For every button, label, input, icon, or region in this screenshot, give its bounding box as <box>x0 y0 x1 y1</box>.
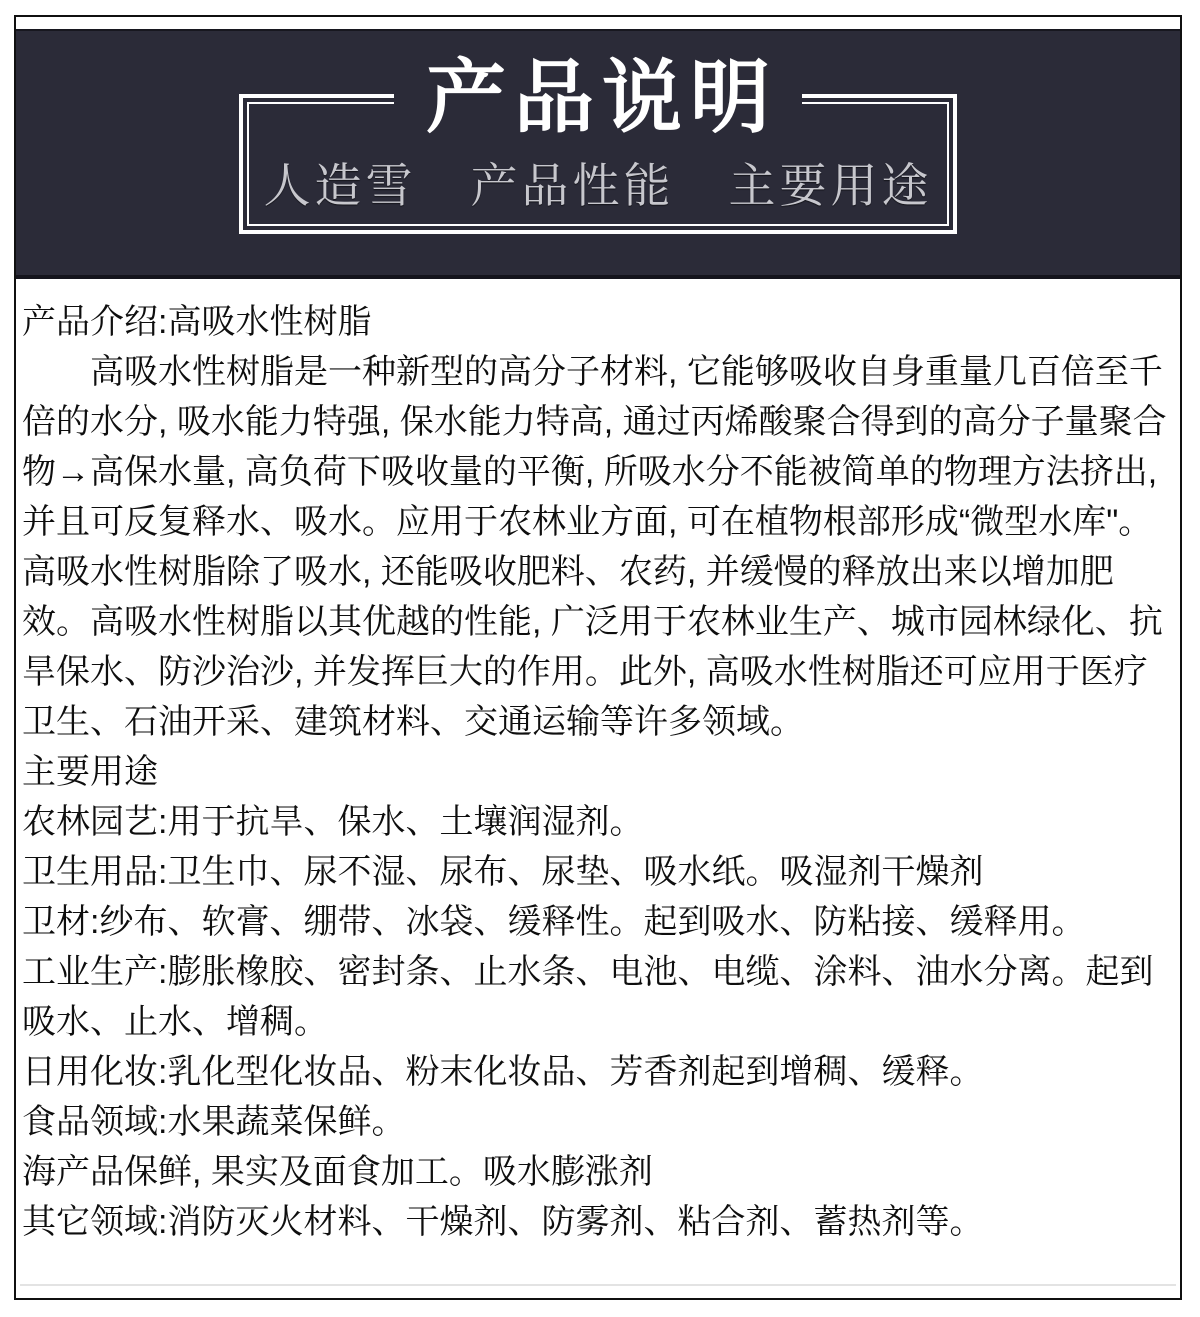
use-line-food: 食品领域:水果蔬菜保鲜。 <box>22 1103 406 1141</box>
use-line-medical: 卫材:纱布、软膏、绷带、冰袋、缓释性。起到吸水、防粘接、缓释用。 <box>22 903 1086 941</box>
use-line-industrial: 工业生产:膨胀橡胶、密封条、止水条、电池、电缆、涂料、油水分离。起到吸水、止水、增稠。 <box>22 953 1154 1041</box>
title-frame <box>239 53 957 234</box>
use-line-other-fields: 其它领域:消防灭火材料、干燥剂、防雾剂、粘合剂、蓄热剂等。 <box>22 1203 984 1241</box>
bottom-divider <box>20 1284 1176 1286</box>
page-title: 产品说明 <box>394 58 802 138</box>
intro-line: 产品介绍:高吸水性树脂 <box>22 303 372 341</box>
subtitle-row <box>243 159 953 212</box>
subtitle-item-artificial-snow: 人造雪 <box>263 159 417 212</box>
header-banner <box>16 29 1180 279</box>
use-line-hygiene: 卫生用品:卫生巾、尿不湿、尿布、尿垫、吸水纸。吸湿剂干燥剂 <box>22 853 984 891</box>
page-frame <box>14 15 1182 1300</box>
product-paragraph: 高吸水性树脂是一种新型的高分子材料, 它能够吸收自身重量几百倍至千倍的水分, 吸水能力特强, 保水能力特高, 通过丙烯酸聚合得到的高分子量聚合物→高保水量, 高负荷下吸收量的平衡, 所吸水分不能被简单的物理方法挤出, 并且可反复释水、吸水。应用于农林业方面, 可在植物根部形成“微型水库"。高吸水性树脂除了吸水, 还能吸收肥料、农药, 并缓慢的释放出来以增加肥效。高吸水性树脂以其优越的性能, 广泛用于农林业生产、城市园林绿化、抗旱保水、防沙治沙, 并发挥巨大的作用。此外, 高吸水性树脂还可应用于医疗卫生、石油开采、建筑材料、交通运输等许多领域。 <box>22 353 1167 741</box>
use-line-seafood: 海产品保鲜, 果实及面食加工。吸水膨涨剂 <box>22 1153 653 1191</box>
uses-heading: 主要用途 <box>22 753 158 791</box>
description-section <box>16 279 1180 1247</box>
use-line-cosmetics: 日用化妆:乳化型化妆品、粉末化妆品、芳香剂起到增稠、缓释。 <box>22 1053 984 1091</box>
subtitle-item-performance: 产品性能 <box>470 159 675 212</box>
use-line-agriculture: 农林园艺:用于抗旱、保水、土壤润湿剂。 <box>22 803 644 841</box>
subtitle-item-main-uses: 主要用途 <box>728 159 933 212</box>
